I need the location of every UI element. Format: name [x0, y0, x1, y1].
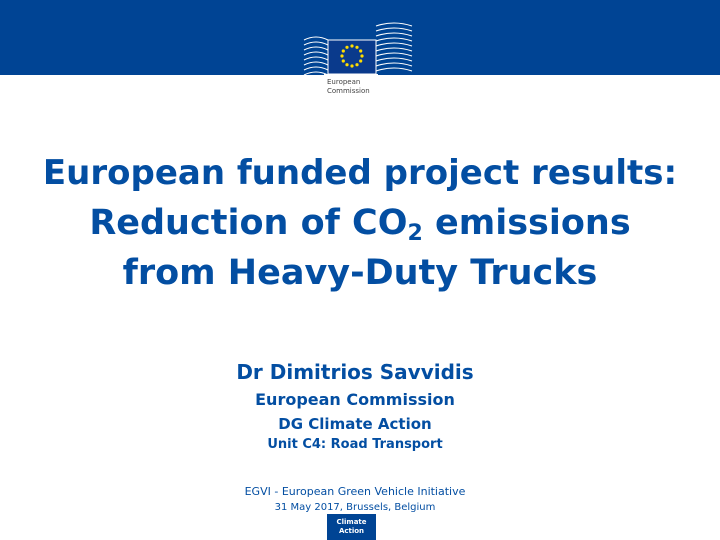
climate-action-badge [327, 514, 376, 540]
title-line-1: European funded project results: [42, 153, 678, 193]
badge-line-2: Action [338, 527, 365, 535]
title-line-2 [0, 198, 720, 248]
badge-line-1: Climate [336, 518, 367, 526]
author-name: Dr Dimitrios Savvidis [236, 360, 474, 384]
title-line-3: from Heavy-Duty Trucks [122, 253, 598, 293]
event-date: 31 May 2017, Brussels, Belgium [274, 502, 436, 513]
title-line-2-prefix: Reduction of CO [89, 203, 408, 243]
event-name: EGVI - European Green Vehicle Initiative [244, 485, 466, 498]
title-line-2-subscript: 2 [407, 221, 423, 246]
author-organisation: European Commission [255, 390, 455, 409]
european-commission-logo [294, 18, 422, 100]
logo-text-line2: Commission [327, 87, 370, 95]
author-unit: Unit C4: Road Transport [267, 437, 443, 452]
logo-text-line1: European [327, 78, 361, 86]
title-line-2-suffix: emissions [422, 203, 631, 243]
author-dg: DG Climate Action [278, 415, 432, 433]
slide-title [0, 152, 720, 298]
